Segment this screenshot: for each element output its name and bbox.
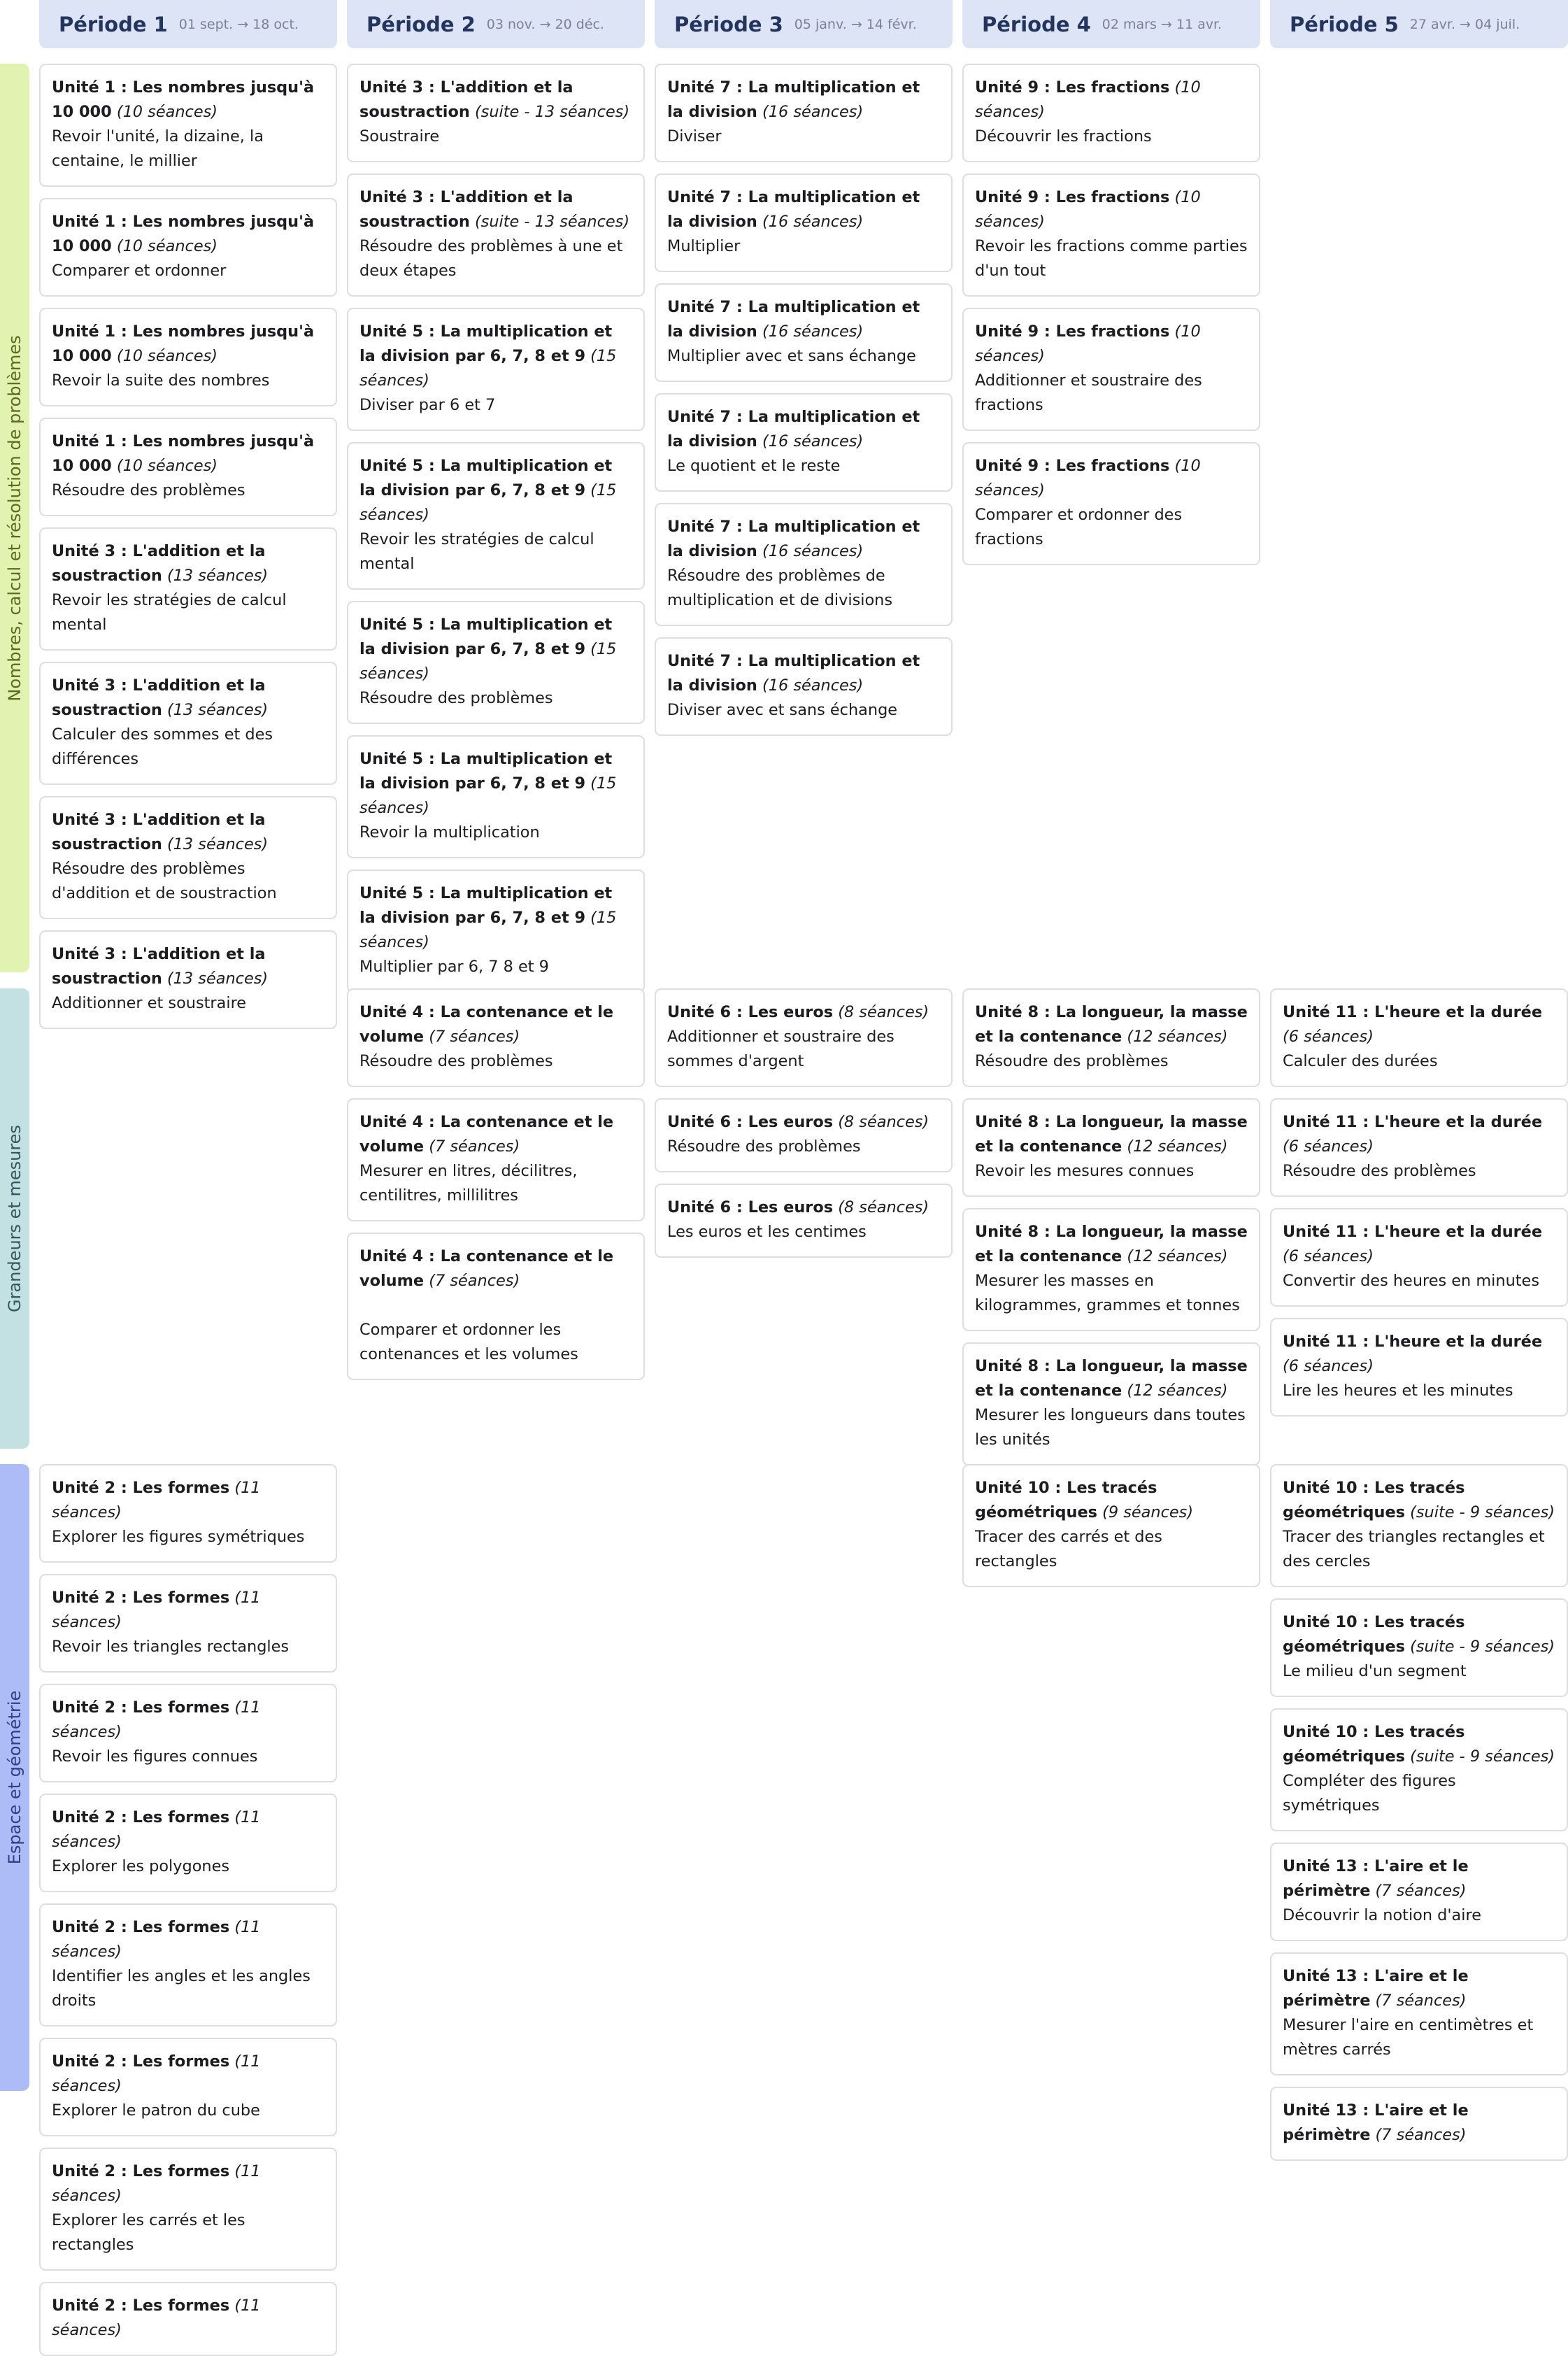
session-count: (7 séances) [429,1137,520,1156]
domain-2-period-2-column [347,988,645,1380]
lesson-goal: Résoudre des problèmes à une et deux étapes [359,237,623,280]
lesson-goal: Mesurer l'aire en centimètres et mètres carrés [1283,2016,1534,2059]
lesson-card[interactable] [655,64,953,162]
domain-1-period-4-column [962,64,1260,565]
session-count: (11 séances) [52,1479,261,1521]
lesson-card[interactable] [39,1574,337,1673]
lesson-card[interactable] [39,1464,337,1563]
lesson-goal: Les euros et les centimes [667,1223,867,1241]
session-count: (suite - 9 séances) [1410,1503,1555,1521]
domain-band-grandeurs-mesures [0,988,29,1449]
session-count: (12 séances) [1127,1247,1228,1265]
lesson-goal: Convertir des heures en minutes [1283,1272,1539,1290]
session-count: (15 séances) [359,774,617,817]
lesson-goal: Multiplier [667,237,741,255]
domain-band-nombres-calcul [0,64,29,972]
lesson-card[interactable] [39,2282,337,2356]
session-count: (6 séances) [1283,1247,1374,1265]
lesson-goal: Comparer et ordonner des fractions [975,506,1183,548]
domain-2-period-3-column [655,988,953,1258]
lesson-goal: Revoir les figures connues [52,1747,258,1766]
lesson-goal: Résoudre des problèmes de multiplication et de divisions [667,567,893,609]
session-count: (11 séances) [52,2052,261,2095]
session-count: (6 séances) [1283,1357,1374,1375]
domain-label: Espace et géométrie [5,1690,24,1865]
domain-1-period-2-column [347,64,645,993]
lesson-card[interactable] [1270,1952,1568,2075]
session-count: (7 séances) [429,1028,520,1046]
lesson-card[interactable] [1270,1708,1568,1831]
session-count: (16 séances) [762,322,864,341]
unit-title: Unité 9 : Les fractions [975,188,1170,206]
domain-1-period-3-column [655,64,953,736]
lesson-card[interactable] [655,173,953,272]
session-count: (11 séances) [52,1918,261,1961]
lesson-card[interactable] [39,418,337,516]
period-title: Période 5 [1290,12,1399,36]
unit-title: Unité 5 : La multiplication et la division par 6, 7, 8 et 9 [359,616,613,658]
unit-title: Unité 7 : La multiplication et la division [667,298,920,341]
session-count: (13 séances) [166,835,269,853]
lesson-goal: Résoudre des problèmes [359,689,553,707]
lesson-card[interactable] [962,308,1260,431]
unit-title: Unité 10 : Les tracés géométriques [1283,1723,1465,1766]
lesson-goal: Mesurer les masses en kilogrammes, grammes et tonnes [975,1272,1240,1314]
session-count: (7 séances) [1375,1882,1467,1900]
lesson-card[interactable] [347,988,645,1087]
lesson-card[interactable] [39,2038,337,2136]
lesson-goal: Résoudre des problèmes [1283,1162,1476,1180]
session-count: (16 séances) [762,432,864,450]
lesson-card[interactable] [347,870,645,993]
domain-label: Nombres, calcul et résolution de problèmes [5,334,24,702]
unit-title: Unité 8 : La longueur, la masse et la contenance [975,1357,1248,1400]
session-count: (11 séances) [52,1808,261,1851]
lesson-card[interactable] [1270,1208,1568,1307]
lesson-goal: Revoir les mesures connues [975,1162,1195,1180]
period-dates: 03 nov. → 20 déc. [486,16,604,32]
unit-title: Unité 6 : Les euros [667,1113,834,1131]
unit-title: Unité 4 : La contenance et le volume [359,1247,614,1290]
domain-3-period-4-column [962,1464,1260,1587]
lesson-goal: Calculer des durées [1283,1052,1438,1070]
session-count: (15 séances) [359,640,617,683]
lesson-goal: Revoir les stratégies de calcul mental [359,530,594,573]
unit-title: Unité 1 : Les nombres jusqu'à 10 000 [52,78,315,121]
unit-title: Unité 2 : Les formes [52,1808,230,1826]
unit-title: Unité 2 : Les formes [52,1589,230,1607]
unit-title: Unité 3 : L'addition et la soustraction [359,188,573,231]
lesson-goal: Résoudre des problèmes [975,1052,1169,1070]
unit-title: Unité 7 : La multiplication et la division [667,652,920,695]
lesson-goal: Résoudre des problèmes [359,1052,553,1070]
period-dates: 05 janv. → 14 févr. [794,16,917,32]
lesson-goal: Additionner et soustraire des sommes d'argent [667,1028,895,1070]
unit-title: Unité 3 : L'addition et la soustraction [52,811,266,853]
session-count: (11 séances) [52,2162,261,2205]
unit-title: Unité 11 : L'heure et la durée [1283,1333,1543,1351]
lesson-goal: Explorer les figures symétriques [52,1528,305,1546]
session-count: (12 séances) [1127,1028,1228,1046]
unit-title: Unité 13 : L'aire et le périmètre [1283,1967,1469,2010]
session-count: (12 séances) [1127,1137,1228,1156]
lesson-card[interactable] [39,1903,337,2027]
session-count: (13 séances) [166,567,269,585]
unit-title: Unité 2 : Les formes [52,1698,230,1717]
lesson-goal: Revoir les stratégies de calcul mental [52,591,287,634]
lesson-card[interactable] [962,1098,1260,1197]
lesson-card[interactable] [1270,1318,1568,1417]
lesson-card[interactable] [39,308,337,406]
lesson-goal: Découvrir la notion d'aire [1283,1906,1481,1924]
lesson-card[interactable] [655,283,953,382]
session-count: (8 séances) [838,1113,929,1131]
unit-title: Unité 4 : La contenance et le volume [359,1003,614,1046]
lesson-card[interactable] [39,662,337,785]
lesson-goal: Résoudre des problèmes [52,481,245,499]
lesson-card[interactable] [39,2148,337,2271]
unit-title: Unité 10 : Les tracés géométriques [1283,1613,1465,1656]
lesson-card[interactable] [1270,1598,1568,1697]
period-header-1 [39,0,337,48]
domain-2-period-4-column [962,988,1260,1466]
session-count: (9 séances) [1102,1503,1194,1521]
session-count: (15 séances) [359,481,617,524]
lesson-card[interactable] [347,1098,645,1221]
unit-title: Unité 5 : La multiplication et la division par 6, 7, 8 et 9 [359,322,613,365]
unit-title: Unité 9 : Les fractions [975,78,1170,97]
session-count: (13 séances) [166,701,269,719]
lesson-goal: Calculer des sommes et des différences [52,725,273,768]
unit-title: Unité 5 : La multiplication et la division par 6, 7, 8 et 9 [359,750,613,793]
unit-title: Unité 11 : L'heure et la durée [1283,1003,1543,1021]
unit-title: Unité 1 : Les nombres jusqu'à 10 000 [52,322,315,365]
session-count: (10 séances) [116,103,218,121]
lesson-goal: Résoudre des problèmes [667,1137,861,1156]
lesson-goal: Soustraire [359,127,440,146]
lesson-goal: Explorer les polygones [52,1857,230,1875]
lesson-card[interactable] [347,308,645,431]
lesson-goal: Identifier les angles et les angles droits [52,1967,311,2010]
unit-title: Unité 13 : L'aire et le périmètre [1283,1857,1469,1900]
lesson-card[interactable] [1270,988,1568,1087]
session-count: (11 séances) [52,1698,261,1741]
session-count: (suite - 13 séances) [474,103,630,121]
lesson-card[interactable] [39,930,337,1029]
lesson-goal: Additionner et soustraire [52,994,247,1012]
session-count: (10 séances) [116,237,218,255]
session-count: (suite - 13 séances) [474,213,630,231]
lesson-card[interactable] [347,442,645,590]
period-header-3 [655,0,953,48]
unit-title: Unité 9 : Les fractions [975,322,1170,341]
unit-title: Unité 7 : La multiplication et la division [667,78,920,121]
unit-title: Unité 3 : L'addition et la soustraction [52,676,266,719]
lesson-card[interactable] [655,393,953,492]
lesson-goal: Le milieu d'un segment [1283,1662,1467,1680]
lesson-card[interactable] [39,1684,337,1782]
domain-1-period-1-column [39,64,337,1029]
unit-title: Unité 2 : Les formes [52,1479,230,1497]
unit-title: Unité 5 : La multiplication et la division par 6, 7, 8 et 9 [359,457,613,499]
lesson-card[interactable] [655,637,953,736]
session-count: (13 séances) [166,970,269,988]
session-count: (6 séances) [1283,1028,1374,1046]
session-count: (suite - 9 séances) [1410,1638,1555,1656]
period-header-5 [1270,0,1568,48]
unit-title: Unité 13 : L'aire et le périmètre [1283,2101,1469,2144]
session-count: (8 séances) [838,1198,929,1216]
period-title: Période 4 [982,12,1091,36]
lesson-card[interactable] [962,1208,1260,1331]
period-title: Période 1 [59,12,168,36]
unit-title: Unité 1 : Les nombres jusqu'à 10 000 [52,213,315,255]
lesson-goal: Multiplier par 6, 7 8 et 9 [359,958,549,976]
lesson-goal: Lire les heures et les minutes [1283,1382,1513,1400]
domain-2-period-5-column [1270,988,1568,1417]
lesson-card[interactable] [962,64,1260,162]
unit-title: Unité 7 : La multiplication et la division [667,188,920,231]
lesson-goal: Découvrir les fractions [975,127,1152,146]
session-count: (11 séances) [52,2297,261,2339]
lesson-card[interactable] [1270,1843,1568,1941]
session-count: (10 séances) [116,457,218,475]
session-count: (11 séances) [52,1589,261,1631]
unit-title: Unité 6 : Les euros [667,1198,834,1216]
session-count: (15 séances) [359,347,617,390]
unit-title: Unité 8 : La longueur, la masse et la contenance [975,1003,1248,1046]
lesson-card[interactable] [962,988,1260,1087]
lesson-card[interactable] [347,1233,645,1380]
session-count: (7 séances) [429,1272,520,1290]
unit-title: Unité 11 : L'heure et la durée [1283,1223,1543,1241]
lesson-goal: Revoir les triangles rectangles [52,1638,290,1656]
unit-title: Unité 3 : L'addition et la soustraction [52,945,266,988]
unit-title: Unité 6 : Les euros [667,1003,834,1021]
lesson-card[interactable] [962,1464,1260,1587]
lesson-goal: Diviser avec et sans échange [667,701,898,719]
domain-3-period-1-column [39,1464,337,2356]
period-header-2 [347,0,645,48]
unit-title: Unité 2 : Les formes [52,1918,230,1936]
session-count: (12 séances) [1127,1382,1228,1400]
lesson-goal: Diviser [667,127,722,146]
lesson-goal: Le quotient et le reste [667,457,841,475]
lesson-goal: Explorer le patron du cube [52,2101,260,2120]
session-count: (10 séances) [975,457,1201,499]
lesson-goal: Explorer les carrés et les rectangles [52,2211,245,2254]
lesson-goal: Tracer des carrés et des rectangles [975,1528,1162,1570]
lesson-card[interactable] [347,64,645,162]
unit-title: Unité 4 : La contenance et le volume [359,1113,614,1156]
lesson-goal: Compléter des figures symétriques [1283,1772,1456,1815]
lesson-card[interactable] [39,198,337,297]
session-count: (8 séances) [838,1003,929,1021]
period-dates: 02 mars → 11 avr. [1102,16,1223,32]
lesson-card[interactable] [347,601,645,724]
lesson-goal: Multiplier avec et sans échange [667,347,916,365]
period-dates: 01 sept. → 18 oct. [178,16,299,32]
session-count: (10 séances) [116,347,218,365]
unit-title: Unité 2 : Les formes [52,2297,230,2315]
lesson-card[interactable] [347,173,645,297]
lesson-goal: Mesurer en litres, décilitres, centilitres, millilitres [359,1162,578,1205]
lesson-card[interactable] [962,442,1260,565]
unit-title: Unité 9 : Les fractions [975,457,1170,475]
lesson-goal: Comparer et ordonner les contenances et les volumes [359,1321,578,1363]
lesson-card[interactable] [39,64,337,187]
lesson-goal: Résoudre des problèmes d'addition et de soustraction [52,860,277,902]
lesson-goal: Comparer et ordonner [52,262,227,280]
lesson-card[interactable] [39,1794,337,1892]
lesson-goal: Revoir la suite des nombres [52,371,270,390]
lesson-card[interactable] [347,735,645,858]
lesson-goal: Diviser par 6 et 7 [359,396,496,414]
unit-title: Unité 2 : Les formes [52,2162,230,2180]
unit-title: Unité 3 : L'addition et la soustraction [359,78,573,121]
lesson-goal: Revoir les fractions comme parties d'un tout [975,237,1248,280]
session-count: (15 séances) [359,909,617,951]
unit-title: Unité 11 : L'heure et la durée [1283,1113,1543,1131]
lesson-card[interactable] [1270,1098,1568,1197]
lesson-goal: Mesurer les longueurs dans toutes les unités [975,1406,1246,1449]
lesson-goal: Tracer des triangles rectangles et des cercles [1283,1528,1545,1570]
lesson-goal: Revoir la multiplication [359,823,540,842]
lesson-card[interactable] [655,503,953,626]
lesson-card[interactable] [39,796,337,919]
session-count: (10 séances) [975,322,1201,365]
session-count: (16 séances) [762,213,864,231]
domain-3-period-5-column [1270,1464,1568,2161]
lesson-goal: Revoir l'unité, la dizaine, la centaine, le millier [52,127,264,170]
unit-title: Unité 7 : La multiplication et la division [667,408,920,450]
session-count: (7 séances) [1375,1992,1467,2010]
lesson-goal: Additionner et soustraire des fractions [975,371,1202,414]
session-count: (7 séances) [1375,2126,1467,2144]
lesson-card[interactable] [1270,1464,1568,1587]
session-count: (10 séances) [975,188,1201,231]
domain-label: Grandeurs et mesures [5,1125,24,1312]
session-count: (16 séances) [762,542,864,560]
domain-band-espace-geometrie [0,1464,29,2091]
unit-title: Unité 10 : Les tracés géométriques [1283,1479,1465,1521]
period-title: Période 3 [674,12,783,36]
lesson-card[interactable] [655,1098,953,1172]
unit-title: Unité 8 : La longueur, la masse et la contenance [975,1113,1248,1156]
unit-title: Unité 8 : La longueur, la masse et la contenance [975,1223,1248,1265]
unit-title: Unité 5 : La multiplication et la division par 6, 7, 8 et 9 [359,884,613,927]
lesson-card[interactable] [962,1342,1260,1466]
period-dates: 27 avr. → 04 juil. [1409,16,1520,32]
lesson-card[interactable] [655,988,953,1087]
unit-title: Unité 1 : Les nombres jusqu'à 10 000 [52,432,315,475]
unit-title: Unité 7 : La multiplication et la division [667,518,920,560]
unit-title: Unité 2 : Les formes [52,2052,230,2071]
session-count: (10 séances) [975,78,1201,121]
lesson-card[interactable] [39,527,337,651]
period-title: Période 2 [366,12,476,36]
session-count: (16 séances) [762,103,864,121]
period-header-4 [962,0,1260,48]
session-count: (16 séances) [762,676,864,695]
unit-title: Unité 10 : Les tracés géométriques [975,1479,1157,1521]
lesson-card[interactable] [655,1184,953,1258]
lesson-card[interactable] [962,173,1260,297]
session-count: (6 séances) [1283,1137,1374,1156]
unit-title: Unité 3 : L'addition et la soustraction [52,542,266,585]
lesson-card[interactable] [1270,2087,1568,2161]
session-count: (suite - 9 séances) [1410,1747,1555,1766]
